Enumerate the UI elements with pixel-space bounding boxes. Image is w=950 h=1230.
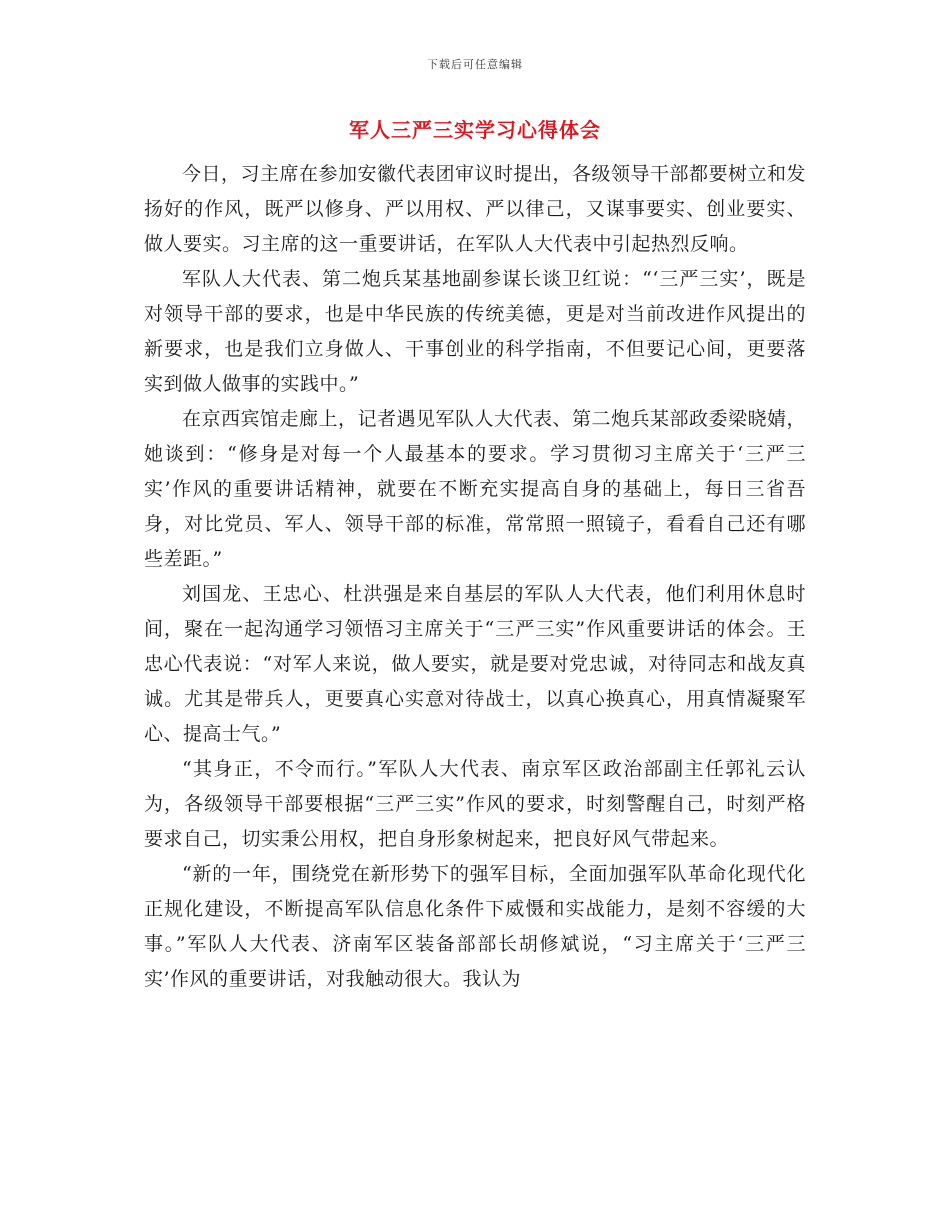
paragraph-5: “其身正，不令而行。”军队人大代表、南京军区政治部副主任郭礼云认为，各级领导干部要根据“三严三实”作风的要求，时刻警醒自己，时刻严格要求自己，切实秉公用权，把自身形象树起来，把良好风气带起来。 <box>144 758 806 850</box>
document-body <box>144 157 806 997</box>
paragraph-2: 军队人大代表、第二炮兵某基地副参谋长谈卫红说：“‘三严三实’，既是对领导干部的要求，也是中华民族的传统美德，更是对当前改进作风提出的新要求，也是我们立身做人、干事创业的科学指南，不但要记心间，更要落实到做人做事的实践中。” <box>144 268 806 395</box>
document-title: 军人三严三实学习心得体会 <box>349 118 601 142</box>
paragraph-1: 今日，习主席在参加安徽代表团审议时提出，各级领导干部都要树立和发扬好的作风，既严以修身、严以用权、严以律己，又谋事要实、创业要实、做人要实。习主席的这一重要讲话，在军队人大代表中引起热烈反响。 <box>144 163 807 255</box>
paragraph-3: 在京西宾馆走廊上，记者遇见军队人大代表、第二炮兵某部政委梁晓婧，她谈到：“修身是对每一个人最基本的要求。学习贯彻习主席关于‘三严三实’作风的重要讲话精神，就要在不断充实提高自身的基础上，每日三省吾身，对比党员、军人、领导干部的标准，常常照一照镜子，看看自己还有哪些差距。” <box>144 408 807 570</box>
paragraph-6: “新的一年，围绕党在新形势下的强军目标，全面加强军队革命化现代化正规化建设，不断提高军队信息化条件下威慑和实战能力，是刻不容缓的大事。”军队人大代表、济南军区装备部部长胡修斌说，“习主席关于‘三严三实’作风的重要讲话，对我触动很大。我认为 <box>144 863 806 990</box>
header-note: 下载后可任意编辑 <box>427 58 523 71</box>
paragraph-4: 刘国龙、王忠心、杜洪强是来自基层的军队人大代表，他们利用休息时间，聚在一起沟通学习领悟习主席关于“三严三实”作风重要讲话的体会。王忠心代表说：“对军人来说，做人要实，就是要对党忠诚，对待同志和战友真诚。尤其是带兵人，更要真心实意对待战士，以真心换真心，用真情凝聚军心、提高士气。” <box>144 583 806 745</box>
